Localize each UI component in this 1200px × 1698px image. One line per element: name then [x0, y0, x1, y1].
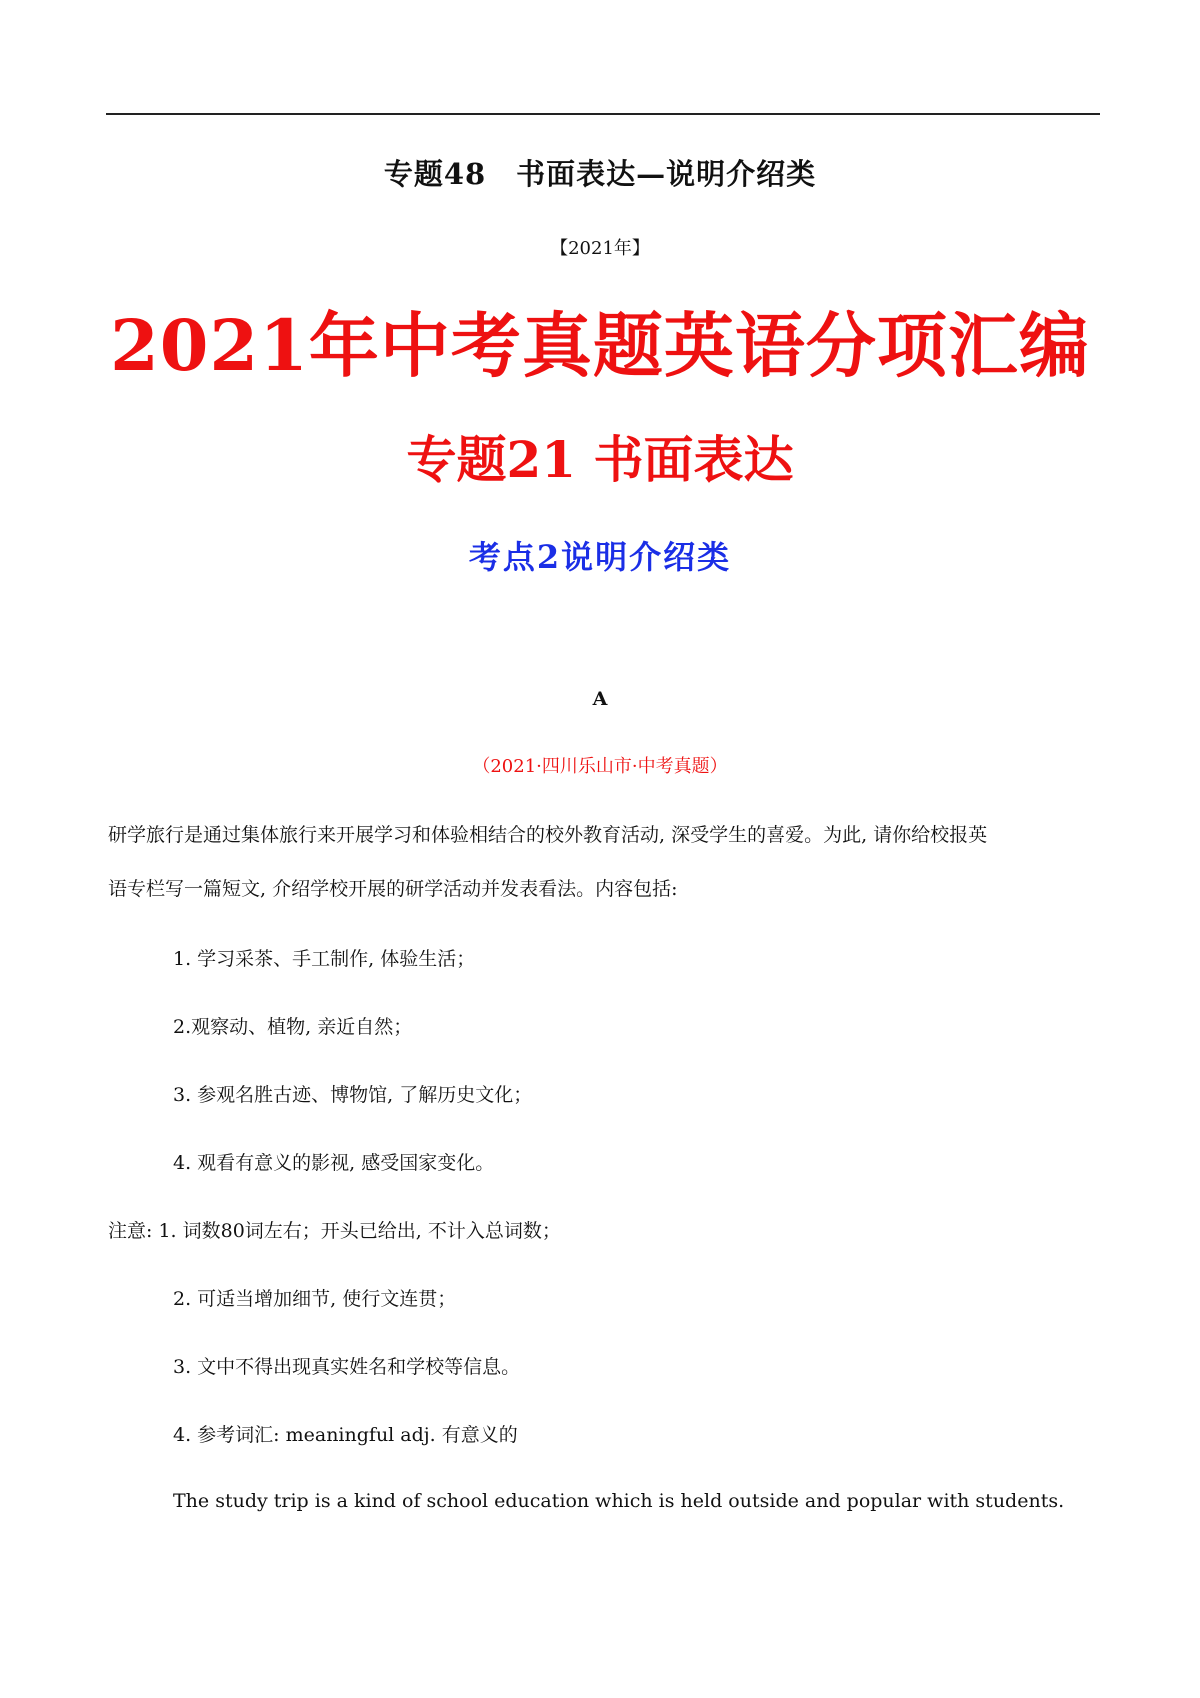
intro-line-1: 研学旅行是通过集体旅行来开展学习和体验相结合的校外教育活动, 深受学生的喜爱。为此, 请你给校报英: [108, 824, 988, 846]
question-source: （2021·四川乐山市·中考真题）: [472, 756, 728, 777]
content-item-4: 4. 观看有意义的影视, 感受国家变化。: [173, 1152, 495, 1174]
sub-title: 专题21 书面表达: [406, 430, 794, 489]
topic-header: 专题48 书面表达—说明介绍类: [383, 157, 817, 191]
year-tag: 【2021年】: [550, 238, 650, 259]
content-item-2: 2.观察动、植物, 亲近自然；: [173, 1016, 413, 1038]
note-4: 4. 参考词汇: meaningful adj. 有意义的: [173, 1424, 518, 1446]
content-item-3: 3. 参观名胜古迹、博物馆, 了解历史文化；: [173, 1084, 533, 1106]
note-2: 2. 可适当增加细节, 使行文连贯；: [173, 1288, 457, 1310]
header-rule: [106, 113, 1100, 115]
intro-line-2: 语专栏写一篇短文, 介绍学校开展的研学活动并发表看法。内容包括:: [108, 878, 678, 900]
section-title: 考点2说明介绍类: [468, 538, 732, 576]
opening-sentence: The study trip is a kind of school education which is held outside and popular with students.: [173, 1490, 1065, 1512]
main-title: 2021年中考真题英语分项汇编: [110, 304, 1090, 387]
note-1: 注意: 1. 词数80词左右；开头已给出, 不计入总词数；: [108, 1220, 561, 1242]
content-item-1: 1. 学习采茶、手工制作, 体验生活；: [173, 948, 476, 970]
section-letter: A: [592, 688, 608, 710]
note-3: 3. 文中不得出现真实姓名和学校等信息。: [173, 1356, 521, 1378]
